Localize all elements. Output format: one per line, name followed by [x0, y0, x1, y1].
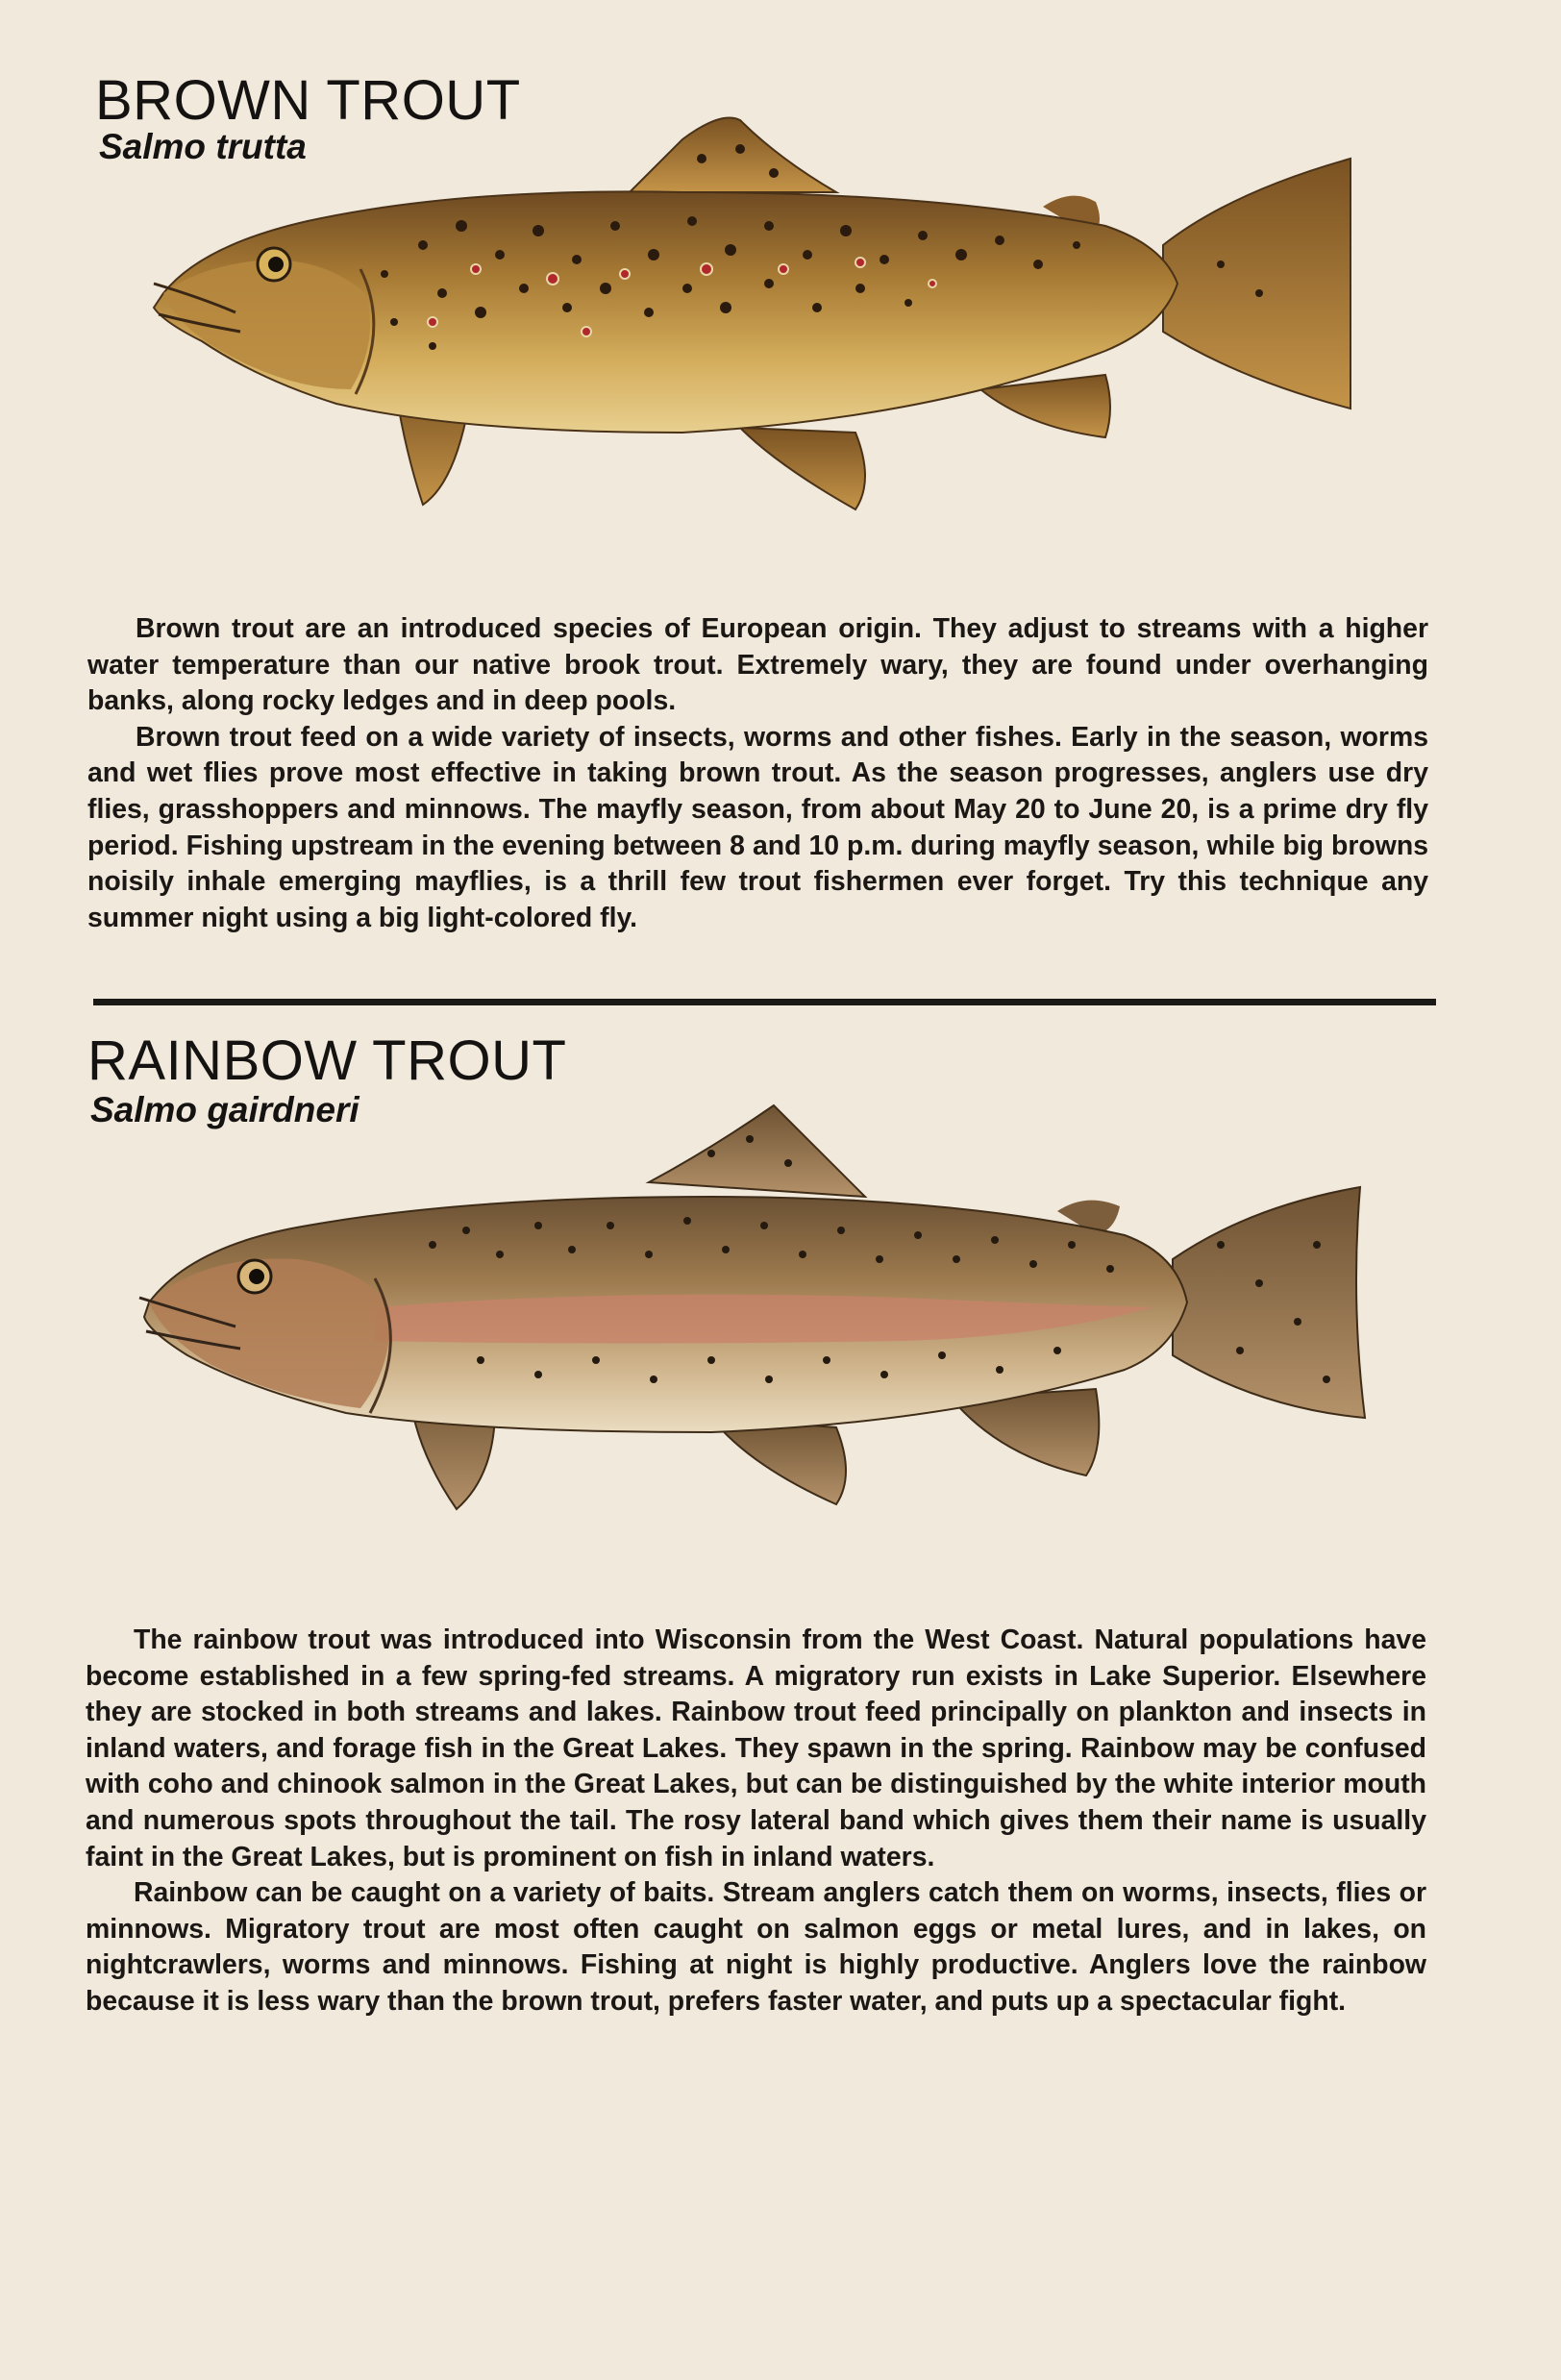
rainbow-trout-title: RAINBOW TROUT	[87, 1029, 567, 1092]
rainbow-trout-illustration-icon	[135, 1101, 1375, 1524]
rainbow-trout-paragraph: Rainbow can be caught on a variety of baits. Stream anglers catch them on worms, insects, flies or minnows. Migratory trout are most often caught on salmon eggs or metal lures, and in lakes, on nightcrawlers, worms and minnows. Fishing at night is highly productive. Anglers love the rainbow because it is less wary than the brown trout, prefers faster water, and puts up a spectacular fight.	[86, 1877, 1426, 2017]
brown-trout-title: BROWN TROUT	[95, 69, 521, 132]
brown-trout-illustration-icon	[144, 101, 1365, 524]
brown-trout-scientific-name: Salmo trutta	[99, 127, 307, 166]
rainbow-trout-paragraph: The rainbow trout was introduced into Wisconsin from the West Coast. Natural populations have become established in a few spring-fed streams. A migratory run exists in Lake Superior. Elsewhere they are stocked in both streams and lakes. Rainbow trout feed principally on plankton and insects in inland waters, and forage fish in the Great Lakes. They spawn in the spring. Rainbow may be confused with coho and chinook salmon in the Great Lakes, but can be distinguished by the white interior mouth and numerous spots throughout the tail. The rosy lateral band which gives them their name is usually faint in the Great Lakes, but is prominent on fish in inland waters.	[86, 1624, 1426, 1872]
brown-trout-paragraph: Brown trout feed on a wide variety of insects, worms and other fishes. Early in the season, worms and wet flies prove most effective in taking brown trout. As the season progresses, anglers use dry flies, grasshoppers and minnows. The mayfly season, from about May 20 to June 20, is a prime dry fly period. Fishing upstream in the evening between 8 and 10 p.m. during mayfly season, while big browns noisily inhale emerging mayflies, is a thrill few trout fishermen ever forget. Try this technique any summer night using a big light-colored fly.	[87, 721, 1428, 933]
brown-trout-paragraph: Brown trout are an introduced species of European origin. They adjust to streams with a higher water temperature than our native brook trout. Extremely wary, they are found under overhanging banks, along rocky ledges and in deep pools.	[87, 613, 1428, 717]
section-divider	[93, 999, 1436, 1005]
rainbow-trout-description	[86, 1623, 1426, 2021]
rainbow-trout-scientific-name: Salmo gairdneri	[90, 1090, 359, 1129]
brown-trout-description	[87, 611, 1428, 936]
